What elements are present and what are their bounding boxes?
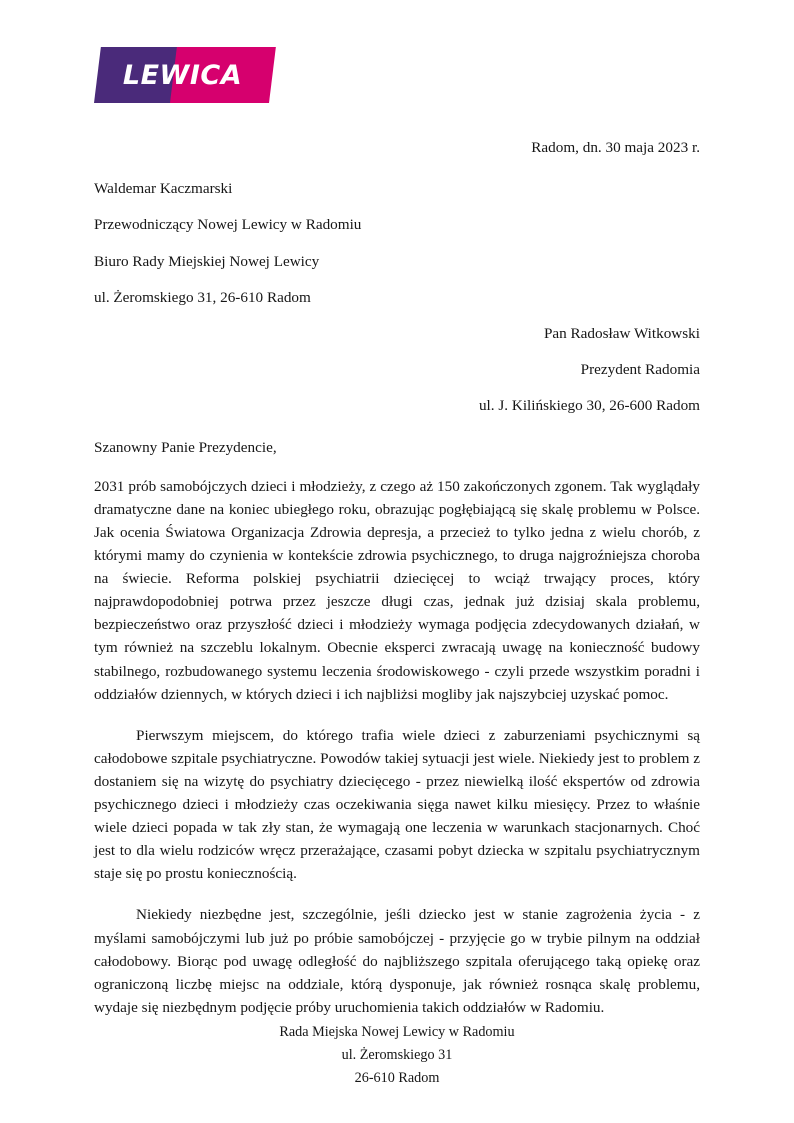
salutation: Szanowny Panie Prezydencie, (94, 438, 277, 456)
sender-line: Przewodniczący Nowej Lewicy w Radomiu (94, 216, 362, 234)
body-paragraph: Niekiedy niezbędne jest, szczególnie, jeśli dziecko jest w stanie zagrożenia życia - z myślami samobójczymi lub już po próbie samobójczej - przyjęcie go w trybie pilnym na oddział całodobowy. Biorąc pod uwagę odległość do najbliższego szpitala oferującego taką opiekę oraz ograniczoną liczbę miejsc na oddziale, którą dysponuje, jak również rosnąca skalę problemu, wydaje się niezbędnym podjęcie próby uruchomienia takich oddziałów w Radomiu. (94, 906, 700, 1016)
footer-line: ul. Żeromskiego 31 (341, 1047, 453, 1063)
sender-line: Biuro Rady Miejskiej Nowej Lewicy (94, 252, 320, 270)
footer-line: Rada Miejska Nowej Lewicy w Radomiu (279, 1024, 515, 1040)
body-paragraph: Pierwszym miejscem, do którego trafia wiele dzieci z zaburzeniami psychicznymi są całodobowe szpitale psychiatryczne. Powodów takiej sytuacji jest wiele. Niekiedy jest to problem z dostaniem się na wizytę do psychiatry dziecięcego - przez niewielką ilość ekspertów od zdrowia psychicznego dzieci i młodzieży czas oczekiwania sięga nawet kilku miesięcy. Przez to właśnie wiele dzieci popada w tak zły stan, że wymagają one leczenia w warunkach stacjonarnych. Choć jest to dla wielu rodziców wręcz przerażające, czasami pobyt dziecka w szpitalu psychiatrycznym staje się po prostu koniecznością. (94, 726, 700, 883)
footer-line: 26-610 Radom (354, 1070, 440, 1086)
sender-line: ul. Żeromskiego 31, 26-610 Radom (94, 288, 311, 306)
letter-content (94, 140, 700, 1033)
body-paragraph: 2031 prób samobójczych dzieci i młodzieży, z czego aż 150 zakończonych zgonem. Tak wyglądały dramatyczne dane na koniec ubiegłego roku, obrazując pogłębiającą się skalę problemu w Polsce. Jak ocenia Światowa Organizacja Zdrowia depresja, a przecież to tylko jedna z wielu chorób, z którymi mamy do czynienia w kontekście zdrowia psychicznego, to druga najgroźniejsza choroba na świecie. Reforma polskiej psychiatrii dziecięcej to wciąż trwający proces, który najprawdopodobniej potrwa przez jeszcze długi czas, jednak już dzisiaj skala problemu, bezpieczeństwo oraz przyszłość dzieci i młodzieży wymaga podjęcia zdecydowanych działań, w tym również na szczeblu lokalnym. Obecnie eksperci zwracają uwagę na konieczność budowy stabilnego, rozbudowanego systemu leczenia środowiskowego - czyli przede wszystkim poradni i oddziałów dziennych, w których dzieci i ich najbliżsi mogliby jak najszybciej uzyskać pomoc. (94, 477, 700, 703)
logo-text: LEWICA (122, 59, 243, 91)
recipient-block (94, 326, 700, 414)
recipient-line: ul. J. Kilińskiego 30, 26-600 Radom (478, 397, 700, 415)
date-line: Radom, dn. 30 maja 2023 r. (531, 139, 700, 156)
sender-line: Waldemar Kaczmarski (94, 180, 233, 198)
recipient-line: Pan Radosław Witkowski (543, 325, 700, 343)
recipient-line: Prezydent Radomia (580, 361, 700, 379)
document-footer (0, 1021, 794, 1090)
lewica-logo (94, 47, 269, 103)
sender-block (94, 181, 700, 305)
